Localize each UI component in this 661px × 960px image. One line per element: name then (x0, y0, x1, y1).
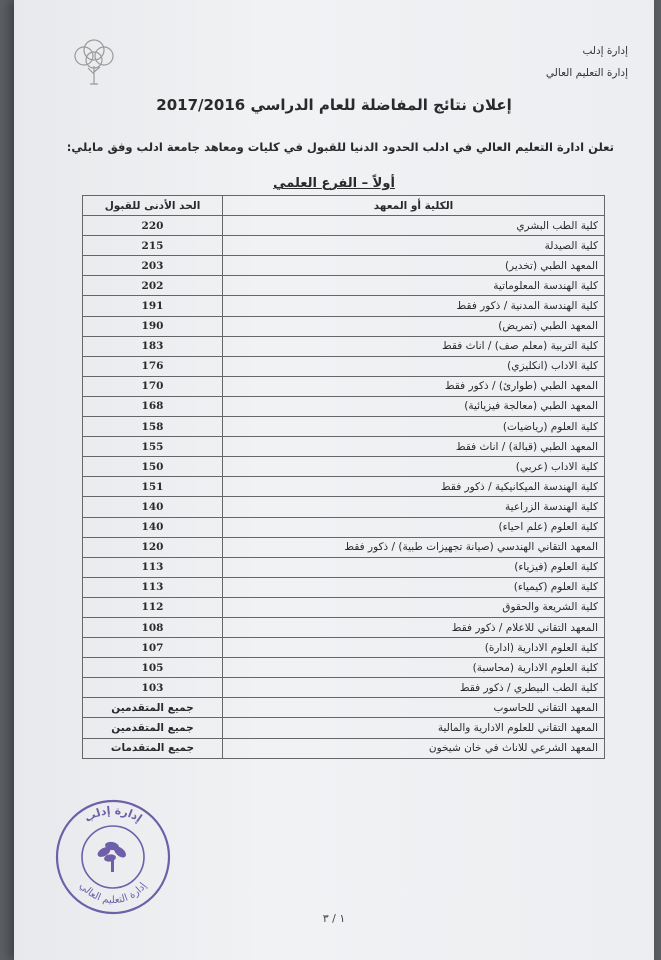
table-row (83, 376, 605, 396)
table-row (83, 517, 605, 537)
table-row (83, 597, 605, 617)
column-header-minimum: الحد الأدنى للقبول (83, 196, 223, 216)
issuing-office (546, 40, 628, 84)
minimum-score-cell: 150 (83, 457, 223, 477)
table-row (83, 316, 605, 336)
institution-cell: المعهد الطبي (معالجة فيزيائية) (223, 396, 605, 416)
table-row (83, 276, 605, 296)
minimum-score-cell: 112 (83, 597, 223, 617)
institution-cell: كلية العلوم (رياضيات) (223, 417, 605, 437)
table-row (83, 537, 605, 557)
institution-cell: كلية العلوم (فيزياء) (223, 557, 605, 577)
institution-cell: المعهد التقاني للعلوم الادارية والمالية (223, 718, 605, 738)
minimum-score-cell: 107 (83, 638, 223, 658)
institution-cell: كلية الاداب (عربي) (223, 457, 605, 477)
minimum-score-cell: 176 (83, 356, 223, 376)
institution-cell: المعهد الطبي (تخدير) (223, 256, 605, 276)
table-body (83, 216, 605, 759)
page-title: إعلان نتائج المفاضلة للعام الدراسي 2017/2016 (156, 96, 512, 114)
column-header-institution: الكلية أو المعهد (223, 196, 605, 216)
table-row (83, 256, 605, 276)
table-row (83, 658, 605, 678)
institution-cell: كلية الطب البيطري / ذكور فقط (223, 678, 605, 698)
stamp-text-bottom: إدارة التعليم العالي (77, 880, 149, 907)
table-header-row (83, 196, 605, 216)
table-row (83, 678, 605, 698)
institution-cell: كلية الصيدلة (223, 236, 605, 256)
minimum-score-cell: 191 (83, 296, 223, 316)
document-page (14, 0, 654, 960)
minimum-score-cell: 140 (83, 517, 223, 537)
official-stamp (52, 796, 174, 918)
stamp-text-top: إدارة إدلب (82, 803, 145, 826)
minimum-score-cell: 113 (83, 577, 223, 597)
minimum-score-cell: 202 (83, 276, 223, 296)
minimum-score-cell: 155 (83, 437, 223, 457)
minimum-score-cell: 203 (83, 256, 223, 276)
minimum-score-cell: 113 (83, 557, 223, 577)
institution-cell: كلية العلوم الادارية (محاسبة) (223, 658, 605, 678)
tree-logo-icon (64, 30, 124, 90)
institution-cell: كلية العلوم (كيمياء) (223, 577, 605, 597)
minimum-score-cell: 190 (83, 316, 223, 336)
table-row (83, 577, 605, 597)
section-title: أولاً – الفرع العلمي (273, 176, 395, 191)
minimum-score-cell: 151 (83, 477, 223, 497)
table-row (83, 638, 605, 658)
table-row (83, 698, 605, 718)
table-row (83, 437, 605, 457)
table-row (83, 417, 605, 437)
table-row (83, 396, 605, 416)
minimum-score-cell: جميع المتقدمين (83, 698, 223, 718)
table-row (83, 477, 605, 497)
institution-cell: كلية التربية (معلم صف) / اناث فقط (223, 336, 605, 356)
institution-cell: المعهد التقاني للحاسوب (223, 698, 605, 718)
institution-cell: المعهد التقاني للاعلام / ذكور فقط (223, 617, 605, 637)
institution-cell: كلية الاداب (انكليزي) (223, 356, 605, 376)
institution-cell: المعهد الطبي (تمريض) (223, 316, 605, 336)
page-number: ١ / ٣ (322, 912, 346, 925)
table-row (83, 718, 605, 738)
table-row (83, 336, 605, 356)
institution-cell: المعهد الشرعي للاناث في خان شيخون (223, 738, 605, 758)
minimum-score-cell: 158 (83, 417, 223, 437)
table-row (83, 216, 605, 236)
minimum-score-cell: 140 (83, 497, 223, 517)
minimum-score-cell: 170 (83, 376, 223, 396)
table-row (83, 738, 605, 758)
minimum-score-cell: 120 (83, 537, 223, 557)
svg-text:إدارة إدلب (82, 804, 144, 825)
institution-cell: كلية الهندسة الزراعية (223, 497, 605, 517)
minimum-score-cell: 215 (83, 236, 223, 256)
minimum-score-cell: جميع المتقدمين (83, 718, 223, 738)
institution-cell: كلية العلوم الادارية (ادارة) (223, 638, 605, 658)
institution-cell: المعهد الطبي (قبالة) / اناث فقط (223, 437, 605, 457)
minimum-score-cell: 103 (83, 678, 223, 698)
admission-table (82, 195, 605, 759)
institution-cell: كلية العلوم (علم احياء) (223, 517, 605, 537)
office-line-1: إدارة إدلب (582, 45, 628, 57)
table-row (83, 497, 605, 517)
table-row (83, 617, 605, 637)
minimum-score-cell: 108 (83, 617, 223, 637)
minimum-score-cell: 105 (83, 658, 223, 678)
table-row (83, 557, 605, 577)
svg-text:إدارة التعليم العالي (77, 881, 149, 907)
minimum-score-cell: 220 (83, 216, 223, 236)
institution-cell: المعهد الطبي (طوارئ) / ذكور فقط (223, 376, 605, 396)
institution-cell: كلية الهندسة المدنية / ذكور فقط (223, 296, 605, 316)
intro-text: تعلن ادارة التعليم العالي في ادلب الحدود الدنيا للقبول في كليات ومعاهد جامعة ادلب وفق مايلي: (66, 140, 614, 154)
office-line-2: إدارة التعليم العالي (545, 67, 628, 79)
institution-cell: المعهد التقاني الهندسي (صيانة تجهيزات طبية) / ذكور فقط (223, 537, 605, 557)
minimum-score-cell: 183 (83, 336, 223, 356)
table-row (83, 356, 605, 376)
minimum-score-cell: 168 (83, 396, 223, 416)
institution-cell: كلية الطب البشري (223, 216, 605, 236)
institution-cell: كلية الشريعة والحقوق (223, 597, 605, 617)
minimum-score-cell: جميع المتقدمات (83, 738, 223, 758)
table-row (83, 296, 605, 316)
table-row (83, 457, 605, 477)
institution-cell: كلية الهندسة المعلوماتية (223, 276, 605, 296)
table-row (83, 236, 605, 256)
institution-cell: كلية الهندسة الميكانيكية / ذكور فقط (223, 477, 605, 497)
